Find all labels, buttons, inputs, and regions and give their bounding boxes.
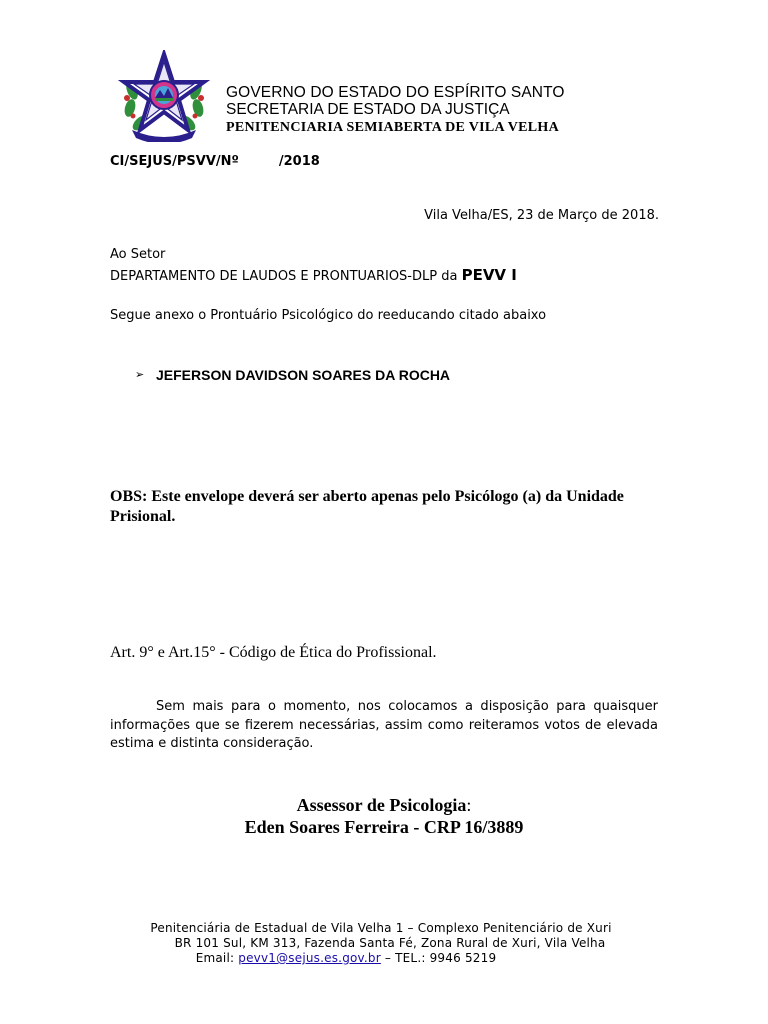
obs-note: OBS: Este envelope deverá ser aberto apenas pelo Psicólogo (a) da Unidade Prisional. [110,488,624,525]
signature-name: Eden Soares Ferreira - CRP 16/3889 [244,817,524,837]
coat-of-arms-icon [118,50,210,142]
closing-text: Sem mais para o momento, nos colocamos a disposição para quaisquer informações que se fizerem necessárias, assim como reiteramos votos de elevada estima e distinta consideração. [110,699,658,751]
footer-phone: – TEL.: 9946 5219 [380,951,497,965]
recipient-department [110,266,517,284]
footer-email-link[interactable]: pevv1@sejus.es.gov.br [238,951,381,965]
header-secretariat: SECRETARIA DE ESTADO DA JUSTIÇA [226,101,510,118]
signature-role: Assessor de Psicologia [296,795,467,815]
ci-code: CI/SEJUS/PSVV/Nº [110,154,239,169]
letter-date: Vila Velha/ES, 23 de Março de 2018. [424,208,659,223]
header-penitentiary: PENITENCIARIA SEMIABERTA DE VILA VELHA [226,120,559,135]
ethics-article: Art. 9° e Art.15° - Código de Ética do Profissional. [110,644,437,661]
arrow-bullet-icon: ➢ [135,368,145,381]
signature-title [0,795,768,816]
ci-reference [110,154,320,169]
footer-contact [0,951,730,965]
header-government: GOVERNO DO ESTADO DO ESPÍRITO SANTO [226,84,565,101]
closing-paragraph [110,698,658,754]
inmate-name: JEFERSON DAVIDSON SOARES DA ROCHA [156,367,451,383]
signature-colon: : [466,795,472,815]
department-name: DEPARTAMENTO DE LAUDOS E PRONTUARIOS-DLP da [110,269,462,284]
ci-year: /2018 [278,154,320,169]
department-unit: PEVV I [461,266,517,284]
recipient-greeting: Ao Setor [110,247,166,262]
footer-address-line1: Penitenciária de Estadual de Vila Velha 1 – Complexo Penitenciário de Xuri [150,921,612,935]
intro-text: Segue anexo o Prontuário Psicológico do reeducando citado abaixo [110,308,547,323]
footer-email-label: Email: [195,951,239,965]
footer-address-line2: BR 101 Sul, KM 313, Fazenda Santa Fé, Zona Rural de Xuri, Vila Velha [174,936,606,950]
